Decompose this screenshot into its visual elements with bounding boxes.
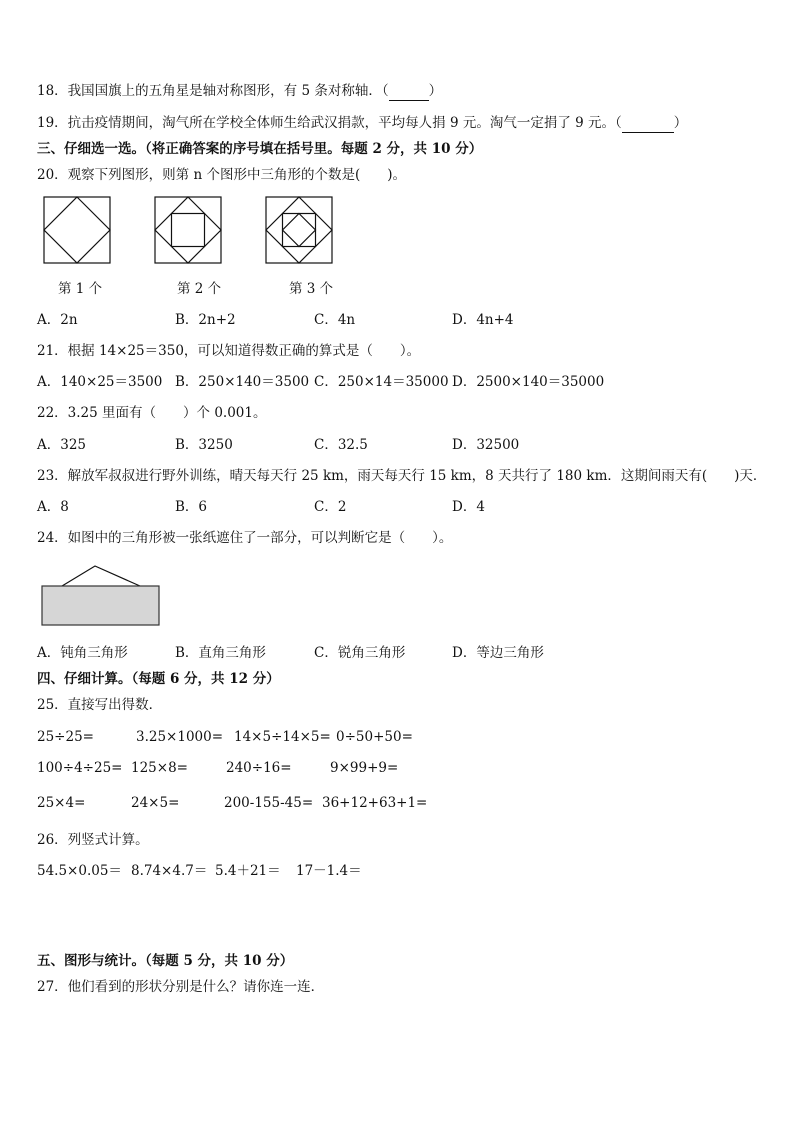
question-18 bbox=[37, 82, 442, 101]
answer-blank-19[interactable] bbox=[622, 114, 674, 133]
question-18-close: ） bbox=[428, 83, 443, 99]
calc-item: 14×5÷14×5= bbox=[234, 729, 331, 745]
q21-option-a[interactable]: A．140×25＝3500 bbox=[37, 374, 163, 390]
q24-option-d[interactable]: D．等边三角形 bbox=[452, 645, 544, 661]
calc-item: 9×99+9= bbox=[330, 760, 399, 776]
q20-figures bbox=[40, 195, 340, 267]
figure-3 bbox=[266, 197, 332, 263]
q20-option-b[interactable]: B．2n+2 bbox=[175, 312, 236, 328]
q21-option-b[interactable]: B．250×140＝3500 bbox=[175, 374, 310, 390]
calc-item: 200-155-45= bbox=[224, 795, 314, 811]
figure-1-label: 第 1 个 bbox=[58, 281, 103, 297]
covered-triangle-figure bbox=[40, 564, 164, 628]
calc-item: 100÷4÷25= bbox=[37, 760, 123, 776]
calc-item: 25×4= bbox=[37, 795, 86, 811]
q23-option-b[interactable]: B．6 bbox=[175, 499, 208, 515]
section-3-heading: 三、仔细选一选。（将正确答案的序号填在括号里。每题 2 分，共 10 分） bbox=[37, 141, 483, 157]
question-21: 21．根据 14×25＝350，可以知道得数正确的算式是（ ）。 bbox=[37, 343, 421, 359]
vertical-calc-item: 17－1.4＝ bbox=[296, 863, 362, 879]
q22-option-c[interactable]: C．32.5 bbox=[314, 437, 368, 453]
figure-3-label: 第 3 个 bbox=[289, 281, 334, 297]
question-23: 23．解放军叔叔进行野外训练，晴天每天行 25 km，雨天每天行 15 km，8 天共行了 180 km．这期间雨天有( )天． bbox=[37, 468, 767, 484]
vertical-calc-item: 5.4＋21＝ bbox=[215, 863, 281, 879]
q21-option-d[interactable]: D．2500×140＝35000 bbox=[452, 374, 605, 390]
q20-option-a[interactable]: A．2n bbox=[37, 312, 78, 328]
question-26: 26．列竖式计算。 bbox=[37, 832, 149, 848]
q22-option-a[interactable]: A．325 bbox=[37, 437, 87, 453]
question-24: 24．如图中的三角形被一张纸遮住了一部分，可以判断它是（ ）。 bbox=[37, 530, 453, 546]
q22-option-d[interactable]: D．32500 bbox=[452, 437, 520, 453]
calc-item: 36+12+63+1= bbox=[322, 795, 428, 811]
q23-option-c[interactable]: C．2 bbox=[314, 499, 347, 515]
calc-item: 0÷50+50= bbox=[336, 729, 413, 745]
calc-item: 24×5= bbox=[131, 795, 180, 811]
calc-item: 3.25×1000= bbox=[136, 729, 224, 745]
figure-2 bbox=[155, 197, 221, 263]
q24-option-c[interactable]: C．锐角三角形 bbox=[314, 645, 406, 661]
question-27: 27．他们看到的形状分别是什么？请你连一连． bbox=[37, 979, 325, 995]
question-19-close: ） bbox=[673, 115, 688, 131]
q24-option-a[interactable]: A．钝角三角形 bbox=[37, 645, 128, 661]
q22-option-b[interactable]: B．3250 bbox=[175, 437, 233, 453]
question-18-text: 18．我国国旗上的五角星是轴对称图形，有 5 条对称轴．（ bbox=[37, 83, 389, 99]
q23-option-d[interactable]: D．4 bbox=[452, 499, 485, 515]
question-19 bbox=[37, 114, 687, 133]
q23-option-a[interactable]: A．8 bbox=[37, 499, 69, 515]
q24-option-b[interactable]: B．直角三角形 bbox=[175, 645, 266, 661]
calc-item: 25÷25= bbox=[37, 729, 94, 745]
question-25: 25．直接写出得数． bbox=[37, 697, 163, 713]
vertical-calc-item: 8.74×4.7＝ bbox=[131, 863, 208, 879]
section-5-heading: 五、图形与统计。（每题 5 分，共 10 分） bbox=[37, 953, 294, 969]
figure-1 bbox=[44, 197, 110, 263]
q20-option-c[interactable]: C．4n bbox=[314, 312, 356, 328]
q20-option-d[interactable]: D．4n+4 bbox=[452, 312, 514, 328]
question-19-text: 19．抗击疫情期间，淘气所在学校全体师生给武汉捐款，平均每人捐 9 元。淘气一定捐了 9 元。（ bbox=[37, 115, 622, 131]
calc-item: 125×8= bbox=[131, 760, 188, 776]
q21-option-c[interactable]: C．250×14＝35000 bbox=[314, 374, 449, 390]
section-4-heading: 四、仔细计算。（每题 6 分，共 12 分） bbox=[37, 671, 280, 687]
vertical-calc-item: 54.5×0.05＝ bbox=[37, 863, 122, 879]
answer-blank-18[interactable] bbox=[389, 82, 429, 101]
calc-item: 240÷16= bbox=[226, 760, 292, 776]
figure-2-label: 第 2 个 bbox=[177, 281, 222, 297]
question-22: 22．3.25 里面有（ ）个 0.001。 bbox=[37, 405, 267, 421]
question-20: 20．观察下列图形，则第 n 个图形中三角形的个数是( )。 bbox=[37, 167, 406, 183]
